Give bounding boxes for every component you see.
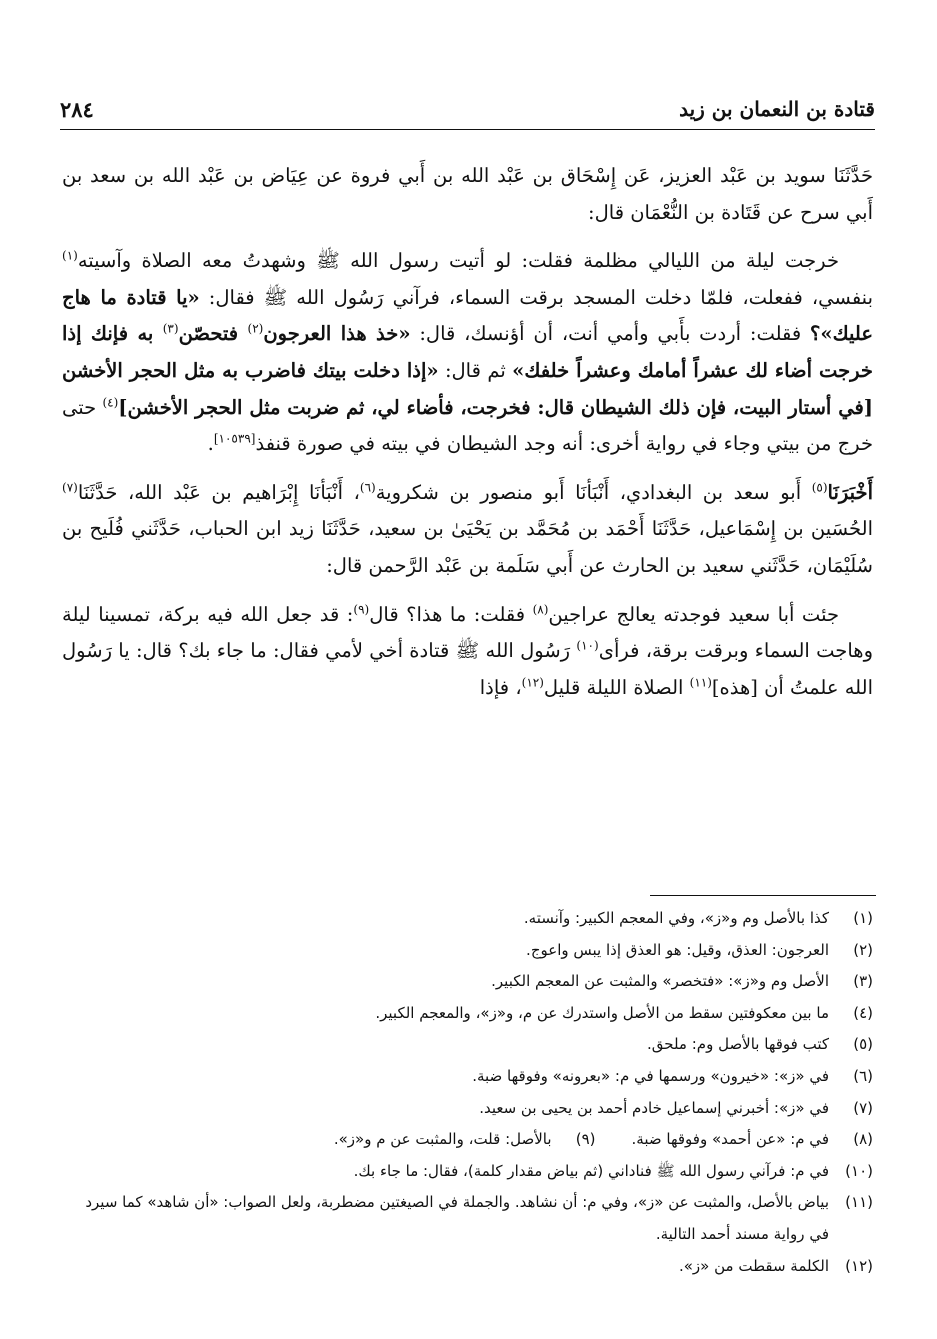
footnote-text: في «ز»: أخبرني إسماعيل خادم أحمد بن يحيى بن سعيد. xyxy=(479,1098,829,1117)
footnote-cell xyxy=(334,1124,596,1156)
footnote-item xyxy=(62,1029,873,1061)
footnote-item xyxy=(62,1187,873,1250)
paragraph-narration-1 xyxy=(62,243,873,463)
footnote-ref: (٧) xyxy=(62,480,78,495)
footnote-number: (٤) xyxy=(853,1003,873,1022)
footnote-text: في م: فرآني رسول الله ﷺ فناداني (ثم بياض مقدار كلمة)، فقال: ما جاء بك. xyxy=(353,1161,829,1180)
header-rule xyxy=(60,129,875,130)
footnote-item xyxy=(62,966,873,998)
page-number: ٢٨٤ xyxy=(60,96,94,122)
footnote-ref: (٣) xyxy=(162,321,179,336)
text-segment: ، أَنْبَأنَا إِبْرَاهيم بن عَبْد الله، حَدَّثَنَا xyxy=(77,480,360,504)
text-segment: أَبو سعد بن البغدادي، أَنْبَأنَا أَبو منصور بن شكروية xyxy=(375,480,812,504)
footnote-item xyxy=(62,998,873,1030)
text-segment: الصلاة الليلة قليل xyxy=(543,675,690,699)
paragraph-isnad-1: حَدَّثَنَا سويد بن عَبْد العزيز، عَن إِسْحَاق بن عَبْد الله بن أَبي فروة عن عِيَاض بن عَبْد الله بن سعد بن أَبي سرح عن قَتَادة بن النُّعْمَان قال: xyxy=(62,164,873,224)
footnote-text: في «ز»: «خيرون» ورسمها في م: «بعرونه» وفوقها ضبة. xyxy=(472,1066,829,1085)
hadith-quote: «خذ هذا العرجون xyxy=(263,322,411,346)
footnote-number: (١٠) xyxy=(845,1161,873,1180)
footnote-number: (١) xyxy=(853,909,873,927)
hadith-quote: «يا قتادة ما هاج عليك»؟ xyxy=(62,285,873,346)
text-segment: فقلت: ما هذا؟ قال xyxy=(369,602,533,626)
text-segment: فقلت: أردت بأَبي وأمي أنت، أن أؤنسك، قال: xyxy=(410,322,811,346)
text-segment: خرجت ليلة من الليالي مظلمة فقلت: لو أتيت رسول الله ﷺ وشهدتُ معه الصلاة وآسيته xyxy=(77,249,839,273)
footnotes xyxy=(62,903,873,1282)
paragraph-narration-2 xyxy=(62,597,873,707)
footnote-text: في م: «عن أحمد» وفوقها ضبة. xyxy=(631,1130,829,1149)
footnote-item xyxy=(62,1156,873,1188)
footnote-number: (٧) xyxy=(853,1098,873,1117)
footnote-number: (٨) xyxy=(853,1130,873,1149)
footnote-text: العرجون: العذق، وقيل: هو العذق إذا يبس واعوج. xyxy=(526,940,829,959)
footnote-text: كتب فوقها بالأصل وم: ملحق. xyxy=(647,1035,829,1054)
footnote-text: كذا بالأصل وم و«ز»، وفي المعجم الكبير: وآنسته. xyxy=(523,909,829,927)
footnote-cell xyxy=(632,1124,873,1156)
footnote-text: بياض بالأصل، والمثبت عن «ز»، وفي م: أن نشاهد. والجملة في الصيغتين مضطربة، ولعل الصواب: «أن شاهد» كما سيرد في رواية مسند أحمد التالية. xyxy=(85,1193,829,1243)
footnote-ref: (٤) xyxy=(102,395,119,410)
footnote-number: (٥) xyxy=(853,1035,873,1054)
footnote-text: الأصل وم و«ز»: «فتخصر» والمثبت عن المعجم الكبير. xyxy=(491,972,829,991)
footnote-ref: (١٠) xyxy=(576,638,599,653)
footnote-item-pair xyxy=(62,1124,873,1156)
footnote-number: (١١) xyxy=(845,1193,873,1212)
hadith-quote: «إذا دخلت بيتك فاضرب به مثل الحجر الأخشن [في أستار البيت، فإن ذلك الشيطان قال: فخرجت، فأضاء لي، ثم ضربت مثل الحجر الأخشن] xyxy=(62,358,873,419)
text-segment: الحُسَين بن إِسْمَاعيل، حَدَّثَنَا أَحْمَد بن مُحَمَّد بن يَحْيَىٰ بن سعيد، حَدَّثَنَا زيد ابن الحباب، حَدَّثَني فُلَيح بن سُلَيْمَان، حَدَّثَني سعيد بن الحارث عن أَبي سَلَمة بن عَبْد الرَّحمن قال: xyxy=(62,517,873,577)
text-segment: ثم قال: xyxy=(438,358,513,382)
footnote-number: (١٢) xyxy=(845,1256,873,1275)
footnote-number: (٣) xyxy=(853,972,873,991)
footnote-ref: (٨) xyxy=(532,602,549,617)
footnote-ref: (١) xyxy=(62,248,78,263)
footnote-ref: (٢) xyxy=(247,321,264,336)
hadith-quote: فتحصّن xyxy=(178,322,248,346)
footnote-item xyxy=(62,1093,873,1125)
footnote-text: بالأصل: قلت، والمثبت عن م و«ز». xyxy=(333,1130,552,1149)
footnote-item xyxy=(62,1061,873,1093)
text-segment: ، فإذا xyxy=(479,675,522,699)
footnote-number: (٦) xyxy=(853,1066,873,1085)
text-segment: جئت أبا سعيد فوجدته يعالج عراجين xyxy=(548,602,840,626)
hadith-number: [١٠٥٣٩] xyxy=(213,431,256,446)
footnote-text: الكلمة سقطت من «ز». xyxy=(678,1256,829,1275)
footnote-text: ما بين معكوفتين سقط من الأصل واستدرك عن م، و«ز»، والمعجم الكبير. xyxy=(375,1003,829,1022)
footnote-ref: (١١) xyxy=(689,675,712,690)
text-segment: حتى خرج من بيتي وجاء في رواية أخرى: أنه وجد الشيطان في بيته في صورة قنفذ xyxy=(62,395,873,456)
footnote-number: (٩) xyxy=(575,1130,596,1149)
footnote-rule xyxy=(650,895,876,896)
text-segment: : قد جعل الله فيه بركة، تمسينا ليلة وهاجت السماء وبرقت برقة، فرأى xyxy=(62,602,873,663)
paragraph-isnad-2 xyxy=(62,475,873,585)
footnote-item xyxy=(62,1251,873,1283)
book-title: قتادة بن النعمان بن زيد xyxy=(679,97,875,121)
main-text xyxy=(62,158,873,706)
footnote-ref: (٦) xyxy=(359,480,376,495)
footnote-number: (٢) xyxy=(853,940,873,959)
hadith-quote: به فإنك إذا خرجت أضاء لك عشراً أمامك وعشراً خلفك» xyxy=(62,322,873,382)
footnote-item xyxy=(62,903,873,935)
footnote-item xyxy=(62,935,873,967)
isnad-lead: أَخْبَرَنَا xyxy=(827,480,873,504)
text-segment: بنفسي، ففعلت، فلمّا دخلت المسجد برقت السماء، فرآني رَسُول الله ﷺ فقال: xyxy=(199,285,873,309)
text-segment: . xyxy=(207,432,214,456)
footnote-ref: (٩) xyxy=(353,602,370,617)
text-segment: رَسُول الله ﷺ قتادة أخي لأمي فقال: ما جاء بك؟ قال: يا رَسُول الله علمتُ أن [هذه] xyxy=(62,639,873,699)
running-header xyxy=(60,92,875,126)
footnote-ref: (٥) xyxy=(811,480,828,495)
footnote-ref: (١٢) xyxy=(521,675,544,690)
